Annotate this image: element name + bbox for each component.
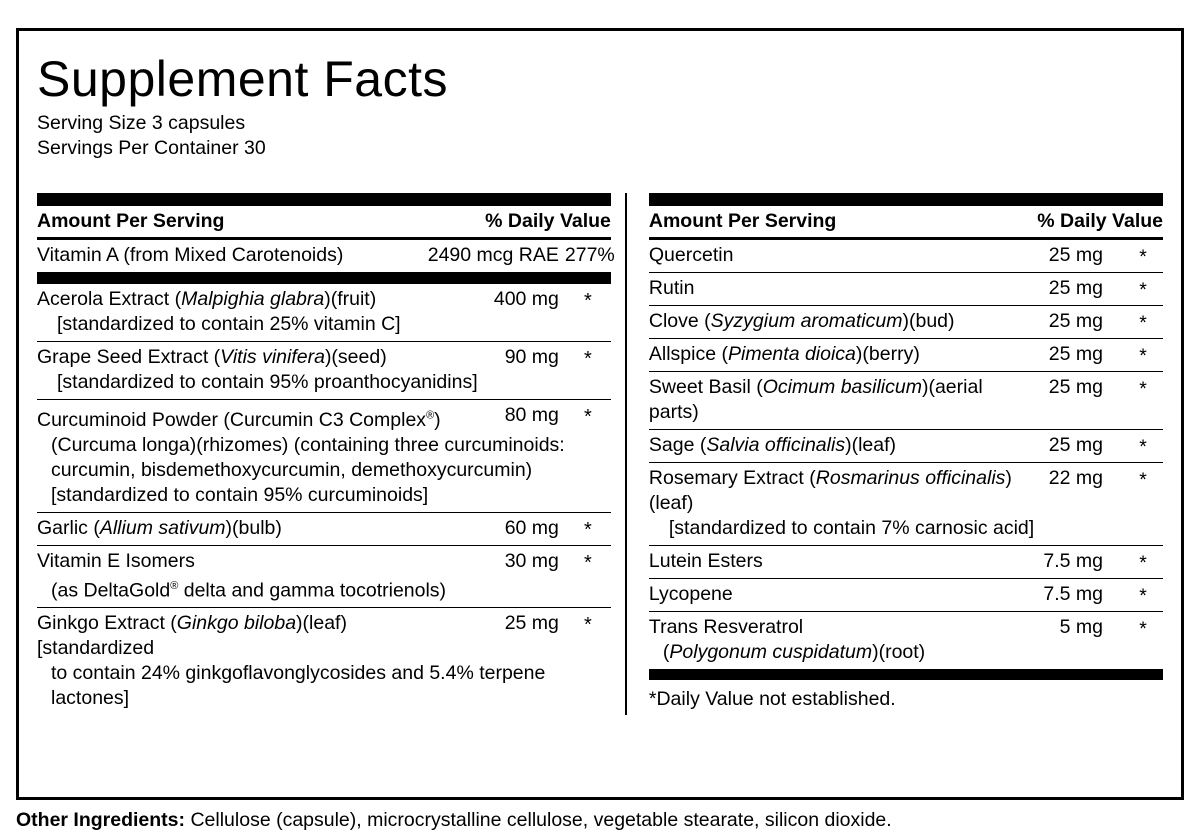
other-ingredients-text: Cellulose (capsule), microcrystalline cellulose, vegetable stearate, silicon dioxide. <box>185 809 892 831</box>
table-row <box>649 463 1163 546</box>
ingredient-daily-value: 277% <box>564 244 615 266</box>
ingredient-name: Rosemary Extract (Rosmarinus officinalis)(leaf) <box>648 467 1012 514</box>
ingredient-amount: 25 mg <box>1048 343 1103 365</box>
ingredient-name: Clove (Syzygium aromaticum)(bud) <box>648 310 955 332</box>
page-title: Supplement Facts <box>37 51 448 107</box>
ingredient-daily-value: * <box>1139 552 1147 574</box>
ingredient-note: (Polygonum cuspidatum)(root) <box>662 641 926 663</box>
ingredient-daily-value: * <box>583 518 592 541</box>
ingredient-amount: 80 mg <box>504 404 559 426</box>
left-ingredient-rows <box>37 240 615 715</box>
ingredient-daily-value: * <box>1139 469 1147 491</box>
row-main <box>649 276 1163 301</box>
ingredient-daily-value: * <box>1139 436 1147 458</box>
ingredient-amount: 5 mg <box>1059 616 1103 638</box>
table-row <box>649 372 1163 430</box>
row-main <box>649 433 1163 458</box>
other-ingredients-label: Other Ingredients: <box>16 809 186 831</box>
ingredient-amount: 7.5 mg <box>1043 583 1103 605</box>
ingredient-daily-value: * <box>1139 279 1147 301</box>
row-main <box>37 287 611 312</box>
table-row <box>37 608 611 715</box>
ingredient-daily-value: * <box>583 406 592 428</box>
row-main <box>649 375 1163 425</box>
row-main <box>37 549 611 574</box>
ingredient-name: Rutin <box>648 277 695 299</box>
ingredient-amount: 60 mg <box>504 516 559 539</box>
left-section-rule <box>37 273 611 284</box>
right-ingredient-rows <box>649 240 1163 669</box>
supplement-facts-panel <box>16 28 1184 800</box>
row-main <box>37 516 611 541</box>
ingredient-amount: 25 mg <box>1048 244 1103 266</box>
ingredient-amount: 25 mg <box>1048 434 1103 456</box>
ingredient-name: Trans Resveratrol <box>648 616 804 638</box>
left-header-dv: % Daily Value <box>485 210 611 232</box>
ingredient-amount: 90 mg <box>504 346 559 368</box>
table-row <box>649 240 1163 273</box>
right-header-dv: % Daily Value <box>1037 210 1163 232</box>
table-row <box>37 284 611 342</box>
ingredient-name: Vitamin A (from Mixed Carotenoids) <box>37 244 344 266</box>
ingredient-amount: 30 mg <box>504 549 559 572</box>
table-row <box>37 546 611 609</box>
ingredient-note: to contain 24% ginkgoflavonglycosides and 5.4% terpene lactones] <box>51 662 546 709</box>
ingredient-amount: 400 mg <box>493 288 559 310</box>
ingredient-daily-value: * <box>583 348 592 370</box>
ingredient-note: (as DeltaGold® delta and gamma tocotrienols) <box>51 579 447 601</box>
row-main <box>37 403 611 433</box>
ingredient-daily-value: * <box>1139 378 1147 400</box>
table-row <box>649 612 1163 669</box>
table-row <box>649 546 1163 579</box>
right-bottom-rule <box>649 669 1163 680</box>
ingredient-name: Grape Seed Extract (Vitis vinifera)(seed) <box>37 346 387 368</box>
ingredient-amount: 25 mg <box>1048 277 1103 299</box>
ingredient-daily-value: * <box>1139 246 1147 268</box>
ingredient-note: [standardized to contain 25% vitamin C] <box>57 313 401 335</box>
table-row <box>649 430 1163 463</box>
row-main <box>649 549 1163 574</box>
right-column <box>625 193 1163 715</box>
ingredient-name: Curcuminoid Powder (Curcumin C3 Complex®) <box>37 408 441 431</box>
left-header-amount: Amount Per Serving <box>37 210 225 232</box>
facts-columns <box>37 193 1163 715</box>
ingredient-amount: 7.5 mg <box>1043 550 1103 572</box>
ingredient-amount: 25 mg <box>504 612 559 634</box>
ingredient-daily-value: * <box>1139 312 1147 334</box>
left-top-rule <box>37 193 611 206</box>
daily-value-footnote: *Daily Value not established. <box>648 688 896 710</box>
ingredient-name: Acerola Extract (Malpighia glabra)(fruit) <box>37 288 377 310</box>
right-column-header <box>649 206 1163 240</box>
table-row <box>649 579 1163 612</box>
row-main <box>649 615 1163 640</box>
row-main <box>649 466 1163 516</box>
ingredient-name: Allspice (Pimenta dioica)(berry) <box>648 343 920 365</box>
ingredient-daily-value: * <box>583 290 592 312</box>
other-ingredients <box>16 808 892 832</box>
ingredient-amount: 2490 mcg RAE <box>427 244 559 266</box>
ingredient-name: Sage (Salvia officinalis)(leaf) <box>648 434 896 456</box>
ingredient-name: Quercetin <box>648 244 734 266</box>
row-main <box>649 309 1163 334</box>
table-row <box>649 306 1163 339</box>
table-row <box>37 513 611 546</box>
ingredient-name: Vitamin E Isomers <box>37 549 195 572</box>
row-main <box>649 582 1163 607</box>
table-row <box>37 240 615 273</box>
ingredient-note: [standardized to contain 7% carnosic acid] <box>668 517 1035 539</box>
ingredient-daily-value: * <box>583 551 592 574</box>
ingredient-daily-value: * <box>1139 345 1147 367</box>
row-main <box>649 342 1163 367</box>
table-row <box>37 342 611 400</box>
row-main <box>37 611 611 661</box>
ingredient-note: [standardized to contain 95% curcuminoids] <box>51 483 429 506</box>
servings-per-container: Servings Per Container 30 <box>37 137 266 159</box>
ingredient-daily-value: * <box>1139 585 1147 607</box>
right-header-amount: Amount Per Serving <box>648 210 837 232</box>
row-main <box>37 243 615 268</box>
left-column <box>37 193 625 715</box>
ingredient-note: curcumin, bisdemethoxycurcumin, demethoxycurcumin) <box>51 458 533 481</box>
table-row <box>37 400 611 513</box>
left-column-header <box>37 206 611 240</box>
ingredient-name: Sweet Basil (Ocimum basilicum)(aerial parts) <box>648 376 983 423</box>
ingredient-amount: 22 mg <box>1048 467 1103 489</box>
row-main <box>649 243 1163 268</box>
ingredient-name: Lutein Esters <box>648 550 763 572</box>
serving-size: Serving Size 3 capsules <box>37 112 246 134</box>
ingredient-name: Ginkgo Extract (Ginkgo biloba)(leaf)[standardized <box>37 612 347 659</box>
table-row <box>649 339 1163 372</box>
right-top-rule <box>649 193 1163 206</box>
ingredient-note: [standardized to contain 95% proanthocyanidins] <box>57 371 478 393</box>
ingredient-amount: 25 mg <box>1048 376 1103 398</box>
table-row <box>649 273 1163 306</box>
ingredient-amount: 25 mg <box>1048 310 1103 332</box>
ingredient-note: (Curcuma longa)(rhizomes) (containing three curcuminoids: <box>51 433 565 456</box>
row-main <box>37 345 611 370</box>
panel-inner <box>37 39 1163 789</box>
ingredient-name: Garlic (Allium sativum)(bulb) <box>37 516 282 539</box>
ingredient-daily-value: * <box>583 614 592 636</box>
ingredient-daily-value: * <box>1139 618 1147 640</box>
ingredient-name: Lycopene <box>648 583 733 605</box>
